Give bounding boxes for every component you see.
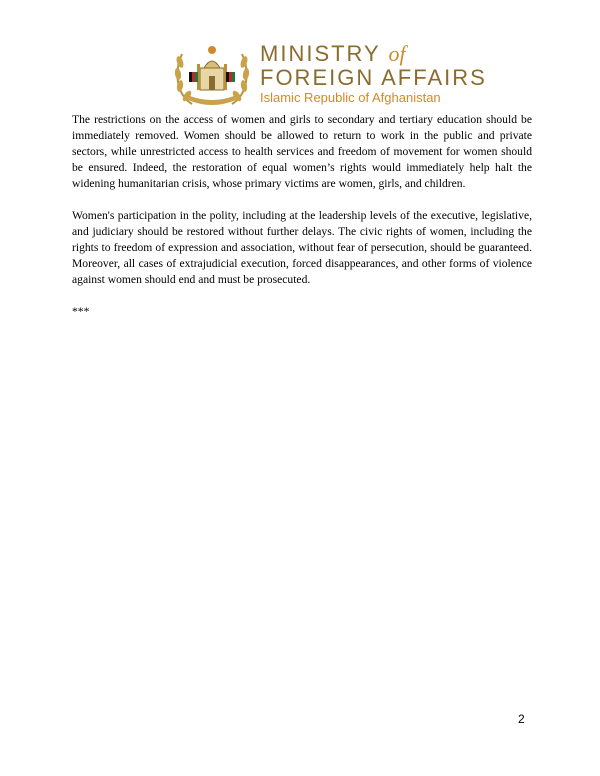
- paragraph-2: Women's participation in the polity, including at the leadership levels of the executive, legislative, and judiciary should be restored without further delays. The civic rights of women, including the rights to freedom of expression and association, without fear of persecution, should be guaranteed. Moreover, all cases of extrajudicial execution, forced disappearances, and other forms of violence against women should end and must be prosecuted.: [72, 209, 532, 286]
- national-emblem-icon: [170, 38, 254, 110]
- paragraph-1: The restrictions on the access of women and girls to secondary and tertiary education should be immediately removed. Women should be allowed to return to work in the public and private sectors, while unrestricted access to health services and freedom of movement for women should be ensured. Indeed, the restoration of equal women’s rights would immediately help halt the widening humanitarian crisis, whose primary victims are women, girls, and children.: [72, 113, 532, 190]
- document-body: [72, 112, 532, 320]
- ministry-word: MINISTRY: [260, 41, 389, 66]
- section-separator: ***: [72, 305, 90, 318]
- ministry-title-line2: FOREIGN AFFAIRS: [260, 65, 487, 90]
- ministry-title-line1: [260, 42, 487, 66]
- ministry-subtitle: Islamic Republic of Afghanistan: [260, 90, 441, 105]
- of-word: of: [388, 41, 406, 66]
- letterhead: [170, 38, 487, 110]
- ministry-wordmark: [260, 42, 487, 106]
- page-number: 2: [518, 712, 525, 726]
